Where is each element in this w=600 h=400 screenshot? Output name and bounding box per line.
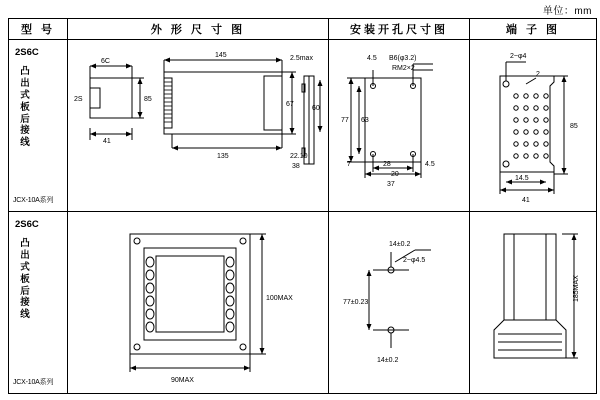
model-cell-1 (9, 40, 68, 212)
svg-text:63: 63 (361, 117, 369, 124)
svg-text:2~φ4: 2~φ4 (510, 53, 527, 60)
header-cutout: 安装开孔尺寸图 (329, 19, 470, 40)
svg-text:41: 41 (103, 138, 111, 145)
svg-text:85: 85 (144, 96, 152, 103)
model-code-1: 2S6C (15, 47, 39, 58)
svg-text:B6(φ3.2): B6(φ3.2) (389, 55, 417, 62)
model-description-2: 凸出式板后接线 (20, 238, 30, 321)
model-series-1: JCX-10A系列 (13, 196, 54, 204)
svg-text:2S: 2S (74, 96, 83, 103)
cutout-drawing-2 (329, 212, 467, 392)
svg-text:38: 38 (292, 163, 300, 170)
svg-text:14±0.2: 14±0.2 (389, 241, 411, 248)
svg-text:2.5max: 2.5max (290, 55, 313, 62)
svg-text:4.5: 4.5 (425, 161, 435, 168)
cutout-cell-2 (329, 212, 470, 394)
svg-text:4.5: 4.5 (367, 55, 377, 62)
svg-text:20: 20 (391, 171, 399, 178)
table-header-row (9, 19, 597, 40)
svg-text:2: 2 (536, 71, 540, 78)
svg-text:2~φ4.5: 2~φ4.5 (403, 257, 426, 264)
svg-text:145: 145 (215, 52, 227, 59)
svg-text:77: 77 (341, 117, 349, 124)
svg-text:7: 7 (347, 161, 351, 168)
svg-text:67: 67 (286, 101, 294, 108)
table-row (9, 40, 597, 212)
svg-text:41: 41 (522, 197, 530, 204)
model-description-1: 凸出式板后接线 (20, 66, 30, 149)
dimension-table (8, 18, 597, 394)
svg-text:90MAX: 90MAX (171, 377, 194, 384)
cutout-drawing-1 (329, 40, 467, 210)
outline-drawing-2 (68, 212, 326, 392)
header-terminal: 端 子 图 (470, 19, 597, 40)
outline-drawing-1 (68, 40, 326, 210)
header-model: 型 号 (9, 19, 68, 40)
table-row (9, 212, 597, 394)
outline-cell-2 (68, 212, 329, 394)
header-outline: 外 形 尺 寸 图 (68, 19, 329, 40)
svg-text:60: 60 (312, 105, 320, 112)
svg-text:14.5: 14.5 (515, 175, 529, 182)
cutout-cell-1 (329, 40, 470, 212)
terminal-cell-1 (470, 40, 597, 212)
svg-text:185MAX: 185MAX (573, 275, 580, 302)
unit-label: 单位：mm (542, 6, 592, 17)
terminal-cell-2 (470, 212, 597, 394)
svg-text:37: 37 (387, 181, 395, 188)
terminal-drawing-2 (470, 212, 594, 392)
svg-text:28: 28 (383, 161, 391, 168)
svg-text:135: 135 (217, 153, 229, 160)
svg-text:77±0.23: 77±0.23 (343, 299, 369, 306)
svg-text:RM2×2: RM2×2 (392, 65, 415, 72)
outline-cell-1 (68, 40, 329, 212)
model-cell-2 (9, 212, 68, 394)
svg-text:85: 85 (570, 123, 578, 130)
svg-text:100MAX: 100MAX (266, 295, 293, 302)
model-code-2: 2S6C (15, 219, 39, 230)
model-series-2: JCX-10A系列 (13, 378, 54, 386)
svg-text:6C: 6C (101, 58, 110, 65)
svg-text:14±0.2: 14±0.2 (377, 357, 399, 364)
svg-text:22.10: 22.10 (290, 153, 308, 160)
terminal-drawing-1 (470, 40, 594, 210)
